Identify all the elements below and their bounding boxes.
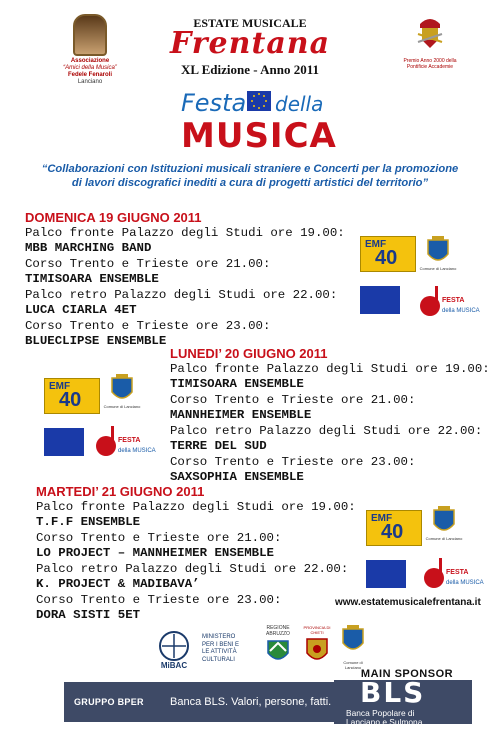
day-block-3: [36, 484, 356, 624]
emf-40-logo: [366, 510, 422, 546]
logo-cluster-1: [360, 236, 480, 328]
emf-label: EMF: [49, 381, 71, 392]
main-sponsor-label: MAIN SPONSOR: [360, 668, 454, 680]
logo-della-word: della: [275, 92, 324, 116]
emf-label: EMF: [365, 239, 387, 250]
slot-place: Palco fronte Palazzo degli Studi ore 19.00:: [36, 499, 356, 514]
slot-place: Corso Trento e Trieste ore 23.00:: [36, 592, 282, 607]
emf-number: 40: [375, 247, 398, 269]
slot-band: T.F.F ENSEMBLE: [36, 515, 141, 529]
comune-caption: Comune di Lanciano: [419, 266, 457, 271]
eu-flag-icon: [44, 428, 84, 456]
svg-text:MiBAC: MiBAC: [160, 661, 188, 670]
prize-line-2: Pontificie Accademie: [406, 64, 454, 70]
svg-text:della MUSICA: della MUSICA: [442, 308, 480, 314]
papal-prize-logo: [380, 14, 480, 70]
assoc-line-1: Associazione: [70, 58, 110, 64]
slot-band: TIMISOARA ENSEMBLE: [25, 272, 159, 286]
lanciano-crest-icon: [340, 625, 366, 655]
slot-band: TIMISOARA ENSEMBLE: [170, 377, 304, 391]
emf-40-logo: [44, 378, 100, 414]
festa-musica-small-logo: [418, 282, 480, 322]
emf-number: 40: [59, 389, 82, 411]
prize-text: [380, 58, 480, 70]
estate-musicale-heading: ESTATE MUSICALE: [193, 16, 307, 30]
provincia-chieti-logo: [300, 625, 334, 670]
gruppo-bper-logo: GRUPPO BPER: [74, 697, 144, 707]
bls-name-line-1: Banca Popolare di: [346, 708, 415, 718]
ministero-line-1: MINISTERO: [202, 634, 236, 640]
day-block-2: [170, 346, 490, 486]
association-logo: [40, 14, 140, 86]
slot-band: SAXSOPHIA ENSEMBLE: [170, 470, 304, 484]
collaboration-statement: [20, 162, 480, 190]
slot-place: Corso Trento e Trieste ore 23.00:: [25, 318, 271, 333]
frentana-title: Frentana: [169, 26, 331, 61]
slot-place: Palco fronte Palazzo degli Studi ore 19.00:: [170, 361, 490, 376]
ministero-line-4: CULTURALI: [202, 656, 235, 663]
mibac-logo: [148, 630, 200, 670]
slot-place: Corso Trento e Trieste ore 21.00:: [25, 256, 271, 271]
day-date: DOMENICA 19 GIUGNO 2011: [25, 210, 202, 225]
regione-abruzzo-logo: [258, 625, 298, 670]
svg-text:della MUSICA: della MUSICA: [118, 448, 156, 454]
portrait-image: [73, 14, 107, 56]
collab-line-2: di lavori discografici inediti a cura di progetti artistici del territorio”: [71, 177, 429, 189]
collab-line-1: “Collaborazioni con Istituzioni musicali straniere e Concerti per la promozione: [41, 163, 459, 175]
logo-cluster-3: [366, 506, 486, 598]
logo-musica-word: MUSICA: [181, 116, 337, 156]
day-block-1: [25, 210, 345, 350]
lanciano-crest-icon: [426, 236, 450, 266]
slot-band: MBB MARCHING BAND: [25, 241, 152, 255]
bls-name-line-2: Lanciano e Sulmona: [346, 717, 423, 727]
emf-label: EMF: [371, 513, 393, 524]
svg-text:della MUSICA: della MUSICA: [446, 580, 484, 586]
bls-slogan: Banca BLS. Valori, persone, fatti.: [170, 696, 332, 708]
comune-caption: Comune di Lanciano: [103, 404, 141, 409]
ministero-line-3: LE ATTIVITÀ: [202, 649, 237, 655]
comune-lanciano-logo: [336, 625, 370, 670]
svg-text:FESTA: FESTA: [118, 437, 141, 444]
bls-logo-text: BLS: [360, 676, 426, 709]
slot-band: DORA SISTI 5ET: [36, 608, 141, 622]
slot-place: Palco retro Palazzo degli Studi ore 22.00:: [36, 561, 349, 576]
slot-band: LUCA CIARLA 4ET: [25, 303, 137, 317]
slot-band: MANNHEIMER ENSEMBLE: [170, 408, 312, 422]
regione-line-2: ABRUZZO: [266, 631, 290, 637]
assoc-line-4: Lanciano: [77, 79, 103, 85]
slot-band: K. PROJECT & MADIBAVA’: [36, 577, 200, 591]
provincia-label: PROVINCIA DI CHIETI: [303, 625, 331, 635]
logo-festa-word: Festa: [181, 89, 247, 117]
slot-band: BLUECLIPSE ENSEMBLE: [25, 334, 167, 348]
slot-place: Corso Trento e Trieste ore 23.00:: [170, 454, 416, 469]
edizione-subtitle: XL Edizione - Anno 2011: [181, 62, 319, 77]
slot-place: Corso Trento e Trieste ore 21.00:: [170, 392, 416, 407]
slot-place: Palco fronte Palazzo degli Studi ore 19.00:: [25, 225, 345, 240]
day-date: LUNEDI’ 20 GIUGNO 2011: [170, 346, 328, 361]
ministero-text: [202, 634, 262, 664]
comune-caption: Comune di Lanciano: [425, 536, 463, 541]
prize-line-1: Premio Anno 2000 della: [403, 58, 457, 64]
festa-musica-small-logo: [94, 422, 156, 462]
eu-flag-icon: [360, 286, 400, 314]
website-link[interactable]: www.estatemusicalefrentana.it: [335, 597, 481, 608]
festa-musica-small-logo: [422, 554, 484, 594]
assoc-line-3: Fedele Fenaroli: [67, 72, 112, 78]
papal-seal-icon: [414, 14, 446, 50]
emf-40-logo: [360, 236, 416, 272]
slot-band: TERRE DEL SUD: [170, 439, 267, 453]
ministero-line-2: PER I BENI E: [202, 641, 240, 648]
chieti-crest-icon: [304, 635, 330, 665]
comune-caption: Comune di Lanciano: [343, 660, 363, 670]
slot-place: Palco retro Palazzo degli Studi ore 22.00:: [25, 287, 338, 302]
logo-cluster-2: [44, 374, 164, 466]
festa-della-musica-logo: [175, 85, 335, 155]
slot-place: Corso Trento e Trieste ore 21.00:: [36, 530, 282, 545]
svg-text:FESTA: FESTA: [446, 569, 469, 576]
emf-number: 40: [381, 521, 404, 543]
slot-band: LO PROJECT – MANNHEIMER ENSEMBLE: [36, 546, 274, 560]
regione-line-1: REGIONE: [266, 625, 290, 631]
lanciano-crest-icon: [110, 374, 134, 404]
eu-flag-icon: [366, 560, 406, 588]
day-date: MARTEDI’ 21 GIUGNO 2011: [36, 484, 205, 499]
svg-text:FESTA: FESTA: [442, 297, 465, 304]
slot-place: Palco retro Palazzo degli Studi ore 22.00:: [170, 423, 483, 438]
abruzzo-region-icon: [264, 637, 292, 665]
lanciano-crest-icon: [432, 506, 456, 536]
assoc-line-2: “Amici della Musica”: [63, 65, 117, 71]
